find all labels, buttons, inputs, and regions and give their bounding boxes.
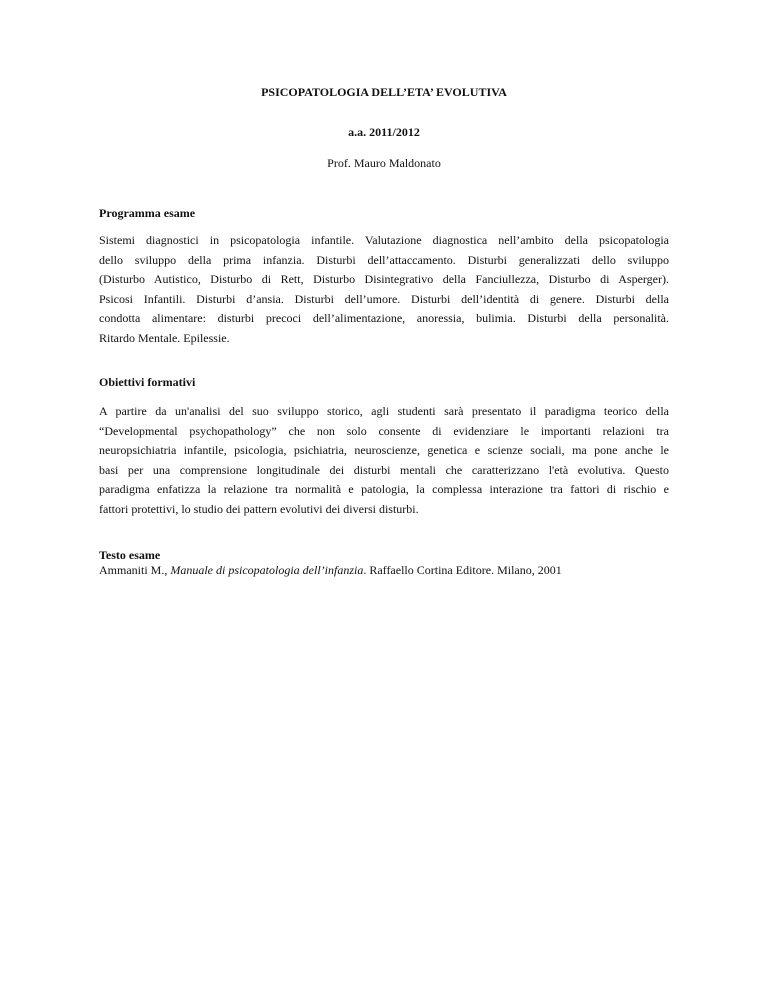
obiettivi-heading: Obiettivi formativi [99,375,196,389]
professor-name: Prof. Mauro Maldonato [327,156,441,170]
course-title: PSICOPATOLOGIA DELL’ETA’ EVOLUTIVA [261,85,507,99]
programma-line: Sistemi diagnostici in psicopatologia infantile. Valutazione diagnostica nell’ambito della psicopatologia [99,233,669,247]
academic-year: a.a. 2011/2012 [348,125,420,139]
programma-paragraph [99,231,669,348]
programma-line: (Disturbo Autistico, Disturbo di Rett, Disturbo Disintegrativo della Fanciullezza, Disturbo di Asperger). [99,272,669,286]
obiettivi-line: paradigma enfatizza la relazione tra normalità e patologia, la complessa interazione tra fattori di rischio e [99,482,669,496]
obiettivi-line: basi per una comprensione longitudinale dei disturbi mentali che caratterizzano l'età evolutiva. Questo [99,462,669,477]
obiettivi-line: A partire da un'analisi del suo sviluppo storico, agli studenti sarà presentato il paradigma teorico della [99,404,669,418]
programma-heading: Programma esame [99,206,196,220]
obiettivi-line: “Developmental psychopathology” che non solo consente di evidenziare le importanti relazioni tra [99,423,669,438]
obiettivi-line: fattori protettivi, lo studio dei pattern evolutivi dei diversi disturbi. [99,501,419,516]
testo-heading: Testo esame [99,548,161,562]
programma-line: condotta alimentare: disturbi precoci dell’alimentazione, anoressia, bulimia. Disturbi della personalità. [99,311,669,325]
obiettivi-paragraph [99,402,669,519]
obiettivi-line: neuropsichiatria infantile, psicologia, psichiatria, neuroscienze, genetica e scienze sociali, ma pone anche le [99,443,669,457]
textbook-author: Ammaniti M., [99,563,171,577]
textbook-title: Manuale di psicopatologia dell’infanzia [170,563,364,577]
textbook-reference [99,563,562,578]
programma-line: dello sviluppo della prima infanzia. Disturbi dell’attaccamento. Disturbi generalizzati dello sviluppo [99,252,669,267]
programma-line: Psicosi Infantili. Disturbi d’ansia. Disturbi dell’umore. Disturbi dell’identità di genere. Disturbi della [99,291,669,306]
textbook-publisher: . Raffaello Cortina Editore. Milano, 2001 [363,563,562,577]
programma-line: Ritardo Mentale. Epilessie. [99,330,230,345]
